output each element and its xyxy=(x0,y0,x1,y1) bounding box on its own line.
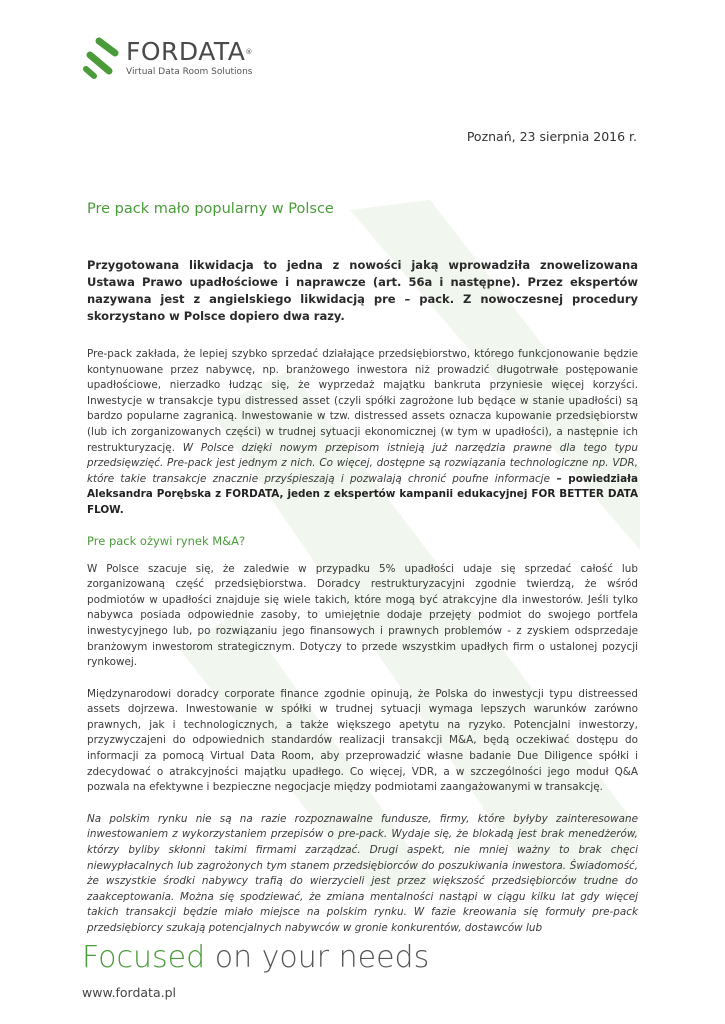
paragraph-1-attribution: – powiedziała Aleksandra Porębska z FORDATA, jeden z ekspertów kampanii edukacyjnej FOR BETTER DATA FLOW. xyxy=(87,472,638,516)
fordata-logo xyxy=(82,36,253,80)
lead-paragraph: Przygotowana likwidacja to jedna z nowości jaką wprowadziła znowelizowana Ustawa Prawo upadłościowe i naprawcze (art. 56a i następne). Przez ekspertów nazywana jest z angielskiego likwidacją pre – pack. Z nowoczesnej procedury skorzystano w Polsce dopiero dwa razy. xyxy=(87,258,638,323)
footer-tagline-rest: on your needs xyxy=(205,940,430,975)
logo-tagline: Virtual Data Room Solutions xyxy=(126,67,253,77)
document-body xyxy=(87,201,638,937)
footer-tagline xyxy=(82,940,429,975)
fordata-logo-icon xyxy=(82,36,120,80)
section-subheading: Pre pack ożywi rynek M&A? xyxy=(87,533,246,548)
page-title: Pre pack mało popularny w Polsce xyxy=(87,201,334,217)
logo-name: FORDATA xyxy=(126,37,246,66)
paragraph-1-text: Pre-pack zakłada, że lepiej szybko sprzedać działające przedsiębiorstwo, którego funkcjonowanie będzie kontynuowane przez nabywcę, np. branżowego inwestora niż prowadzić długotrwałe postępowanie upadłościowe, nierzadko łudząc się, że wyprzedaż majątku bankruta przyniesie więcej korzyści. Inwestycje w transakcje typu distressed asset (czyli spółki zagrożone lub będące w stanie upadłości) są bardzo popularne zagranicą. Inwestowanie w tzw. distressed assets oznacza kupowanie przedsiębiorstw (lub ich zorganizowanych części) w trudnej sytuacji ekonomicznej (w tym w upadłości), a następnie ich restrukturyzację. xyxy=(87,348,638,454)
paragraph-2: W Polsce szacuje się, że zaledwie w przypadku 5% upadłości udaje się sprzedać całość lub zorganizowaną część przedsiębiorstwa. Doradcy restrukturyzacyjni zgodnie twierdzą, że wśród podmiotów w upadłości znajduje się wiele takich, które mogą być atrakcyjne dla inwestorów. Jeśli tylko nabywca posiada odpowiednie zasoby, to umiejętnie dodaje przejęty podmiot do swojego portfela inwestycyjnego lub, po rozwiązaniu jego finansowych i prawnych problemów - z zyskiem odsprzedaje branżowym inwestorom strategicznym. Dotyczy to przede wszystkim upadłych firm o ustalonej pozycji rynkowej. xyxy=(87,562,638,669)
document-date: Poznań, 23 sierpnia 2016 r. xyxy=(466,129,637,144)
logo-registered: ® xyxy=(245,48,253,56)
footer-website: www.fordata.pl xyxy=(82,985,177,1000)
footer-tagline-green: Focused xyxy=(82,940,206,975)
paragraph-4 xyxy=(87,812,638,937)
paragraph-4-text: Na polskim rynku nie są na razie rozpoznawalne fundusze, firmy, które byłyby zainteresowane inwestowaniem z wykorzystaniem przepisów o pre-pack. Wydaje się, że blokadą jest brak menedżerów, którzy byliby skłonni takimi firmami zarządzać. Drugi aspekt, nie mniej ważny to brak chęci niewypłacalnych lub zagrożonych tym stanem przedsiębiorców do poszukiwania inwestora. Świadomość, że wszystkie środki nabywcy trafią do wierzycieli jest przez większość przedsiębiorców trudne do zaakceptowania. Można się spodziewać, że zmiana mentalności nastąpi w ciągu kilku lat gdy więcej takich transakcji będzie miało miejsce na polskim rynku. W fazie kreowania się formuły pre-pack przedsiębiorcy szukają potencjalnych nabywców w gronie konkurentów, dostawców lub xyxy=(87,812,638,934)
paragraph-3: Międzynarodowi doradcy corporate finance zgodnie opinują, że Polska do inwestycji typu distreessed assets dojrzewa. Inwestowanie w spółki w trudnej sytuacji wymaga lepszych warunków zarówno prawnych, jak i technologicznych, a także większego apetytu na ryzyko. Potencjalni inwestorzy, przyzwyczajeni do odpowiednich standardów realizacji transakcji M&A, będą oczekiwać dostępu do informacji za pomocą Virtual Data Room, aby przeprowadzić własne badanie Due Diligence spółki i zdecydować o atrakcyjności majątku upadłego. Co więcej, VDR, a w szczególności jego moduł Q&A pozwala na efektywne i bezpieczne negocjacje między podmiotami zaangażowanymi w transakcję. xyxy=(87,687,638,794)
paragraph-1-quote: W Polsce dzięki nowym przepisom istnieją już narzędzia prawne dla tego typu przedsięwzięć. Pre-pack jest jednym z nich. Co więcej, dostępne są rozwiązania technologiczne np. VDR, które takie transakcje znacznie przyśpieszają i pozwalają chronić poufne informacje xyxy=(87,441,638,485)
paragraph-1 xyxy=(87,347,638,519)
